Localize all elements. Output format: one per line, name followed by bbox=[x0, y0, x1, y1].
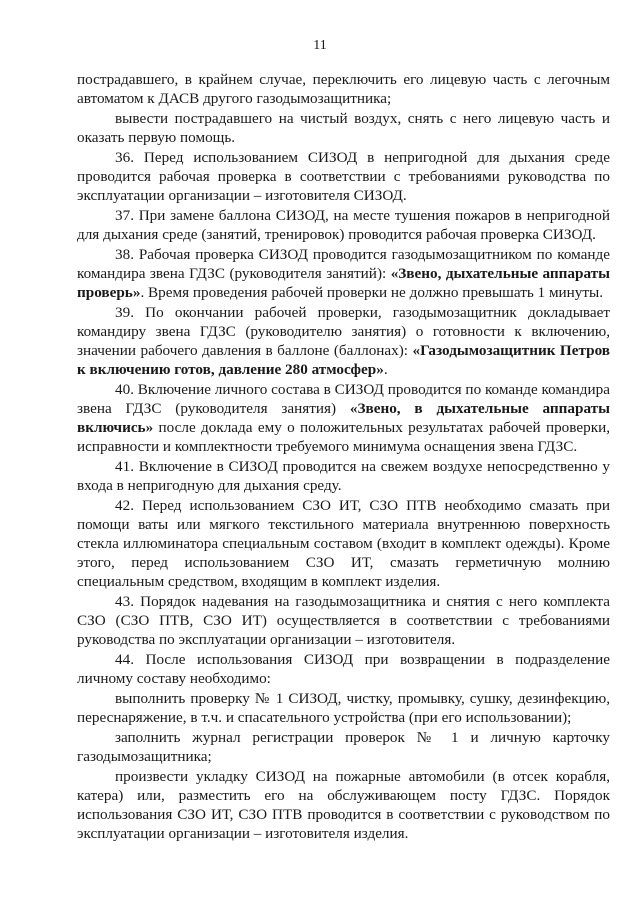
text-run: вывести пострадавшего на чистый воздух, снять с него лицевую часть и оказать первую помощь. bbox=[77, 110, 610, 146]
paragraph-41 bbox=[77, 457, 610, 495]
text-run: . bbox=[383, 361, 388, 378]
paragraph-39 bbox=[77, 303, 610, 379]
paragraph-44-item-1 bbox=[77, 689, 610, 727]
document-body bbox=[77, 70, 610, 844]
paragraph-44 bbox=[77, 650, 610, 688]
text-run: 44. После использования СИЗОД при возвращении в подразделение личному составу необходимо: bbox=[77, 651, 610, 687]
bold-command-text: «Звено, дыхательные аппараты проверь» bbox=[77, 265, 610, 301]
text-run: заполнить журнал регистрации проверок № 1 и личную карточку газодымозащитника; bbox=[77, 729, 610, 765]
page-number: 11 bbox=[313, 38, 327, 53]
paragraph-continuation bbox=[77, 70, 610, 108]
paragraph-42 bbox=[77, 496, 610, 591]
text-run: произвести укладку СИЗОД на пожарные автомобили (в отсек корабля, катера) или, разместить его на обслуживающем посту ГДЗС. Порядок использования СЗО ИТ, СЗО ПТВ проводится в соответствии с руководством по эксплуатации организации – изготовителя изделия. bbox=[77, 768, 610, 842]
text-run: 43. Порядок надевания на газодымозащитника и снятия с него комплекта СЗО (СЗО ПТВ, СЗО ИТ) осуществляется в соответствии с требованиями руководства по эксплуатации организации – изготовителя. bbox=[77, 593, 610, 648]
text-run: выполнить проверку № 1 СИЗОД, чистку, промывку, сушку, дезинфекцию, переснаряжение, в т.ч. и спасательного устройства (при его использовании); bbox=[77, 690, 610, 726]
bold-command-text: «Газодымозащитник Петров к включению готов, давление 280 атмосфер» bbox=[77, 342, 610, 378]
bold-command-text: «Звено, в дыхательные аппараты включись» bbox=[77, 400, 610, 436]
paragraph-37 bbox=[77, 206, 610, 244]
text-run: после доклада ему о положительных результатах рабочей проверки, исправности и комплектности требуемого минимума оснащения звена ГДЗС. bbox=[77, 419, 610, 455]
paragraph-43 bbox=[77, 592, 610, 649]
text-run: 39. По окончании рабочей проверки, газодымозащитник докладывает командиру звена ГДЗС (руководителю занятия) о готовности к включению, значении рабочего давления в баллоне (баллонах): bbox=[77, 304, 610, 359]
text-run: 36. Перед использованием СИЗОД в непригодной для дыхания среде проводится рабочая проверка в соответствии с требованиями руководства по эксплуатации организации – изготовителя СИЗОД. bbox=[77, 149, 610, 204]
paragraph-rescue-step bbox=[77, 109, 610, 147]
text-run: 41. Включение в СИЗОД проводится на свежем воздухе непосредственно у входа в непригодную для дыхания среду. bbox=[77, 458, 610, 494]
text-run: пострадавшего, в крайнем случае, переключить его лицевую часть с легочным автоматом к ДАСВ другого газодымозащитника; bbox=[77, 71, 610, 107]
text-run: 42. Перед использованием СЗО ИТ, СЗО ПТВ необходимо смазать при помощи ваты или мягкого текстильного материала внутреннюю поверхность стекла иллюминатора специальным составом (входит в комплект одежды). Кроме этого, перед использованием СЗО ИТ, смазать герметичную молнию специальным средством, входящим в комплект изделия. bbox=[77, 497, 610, 590]
text-run: 40. Включение личного состава в СИЗОД проводится по команде командира звена ГДЗС (руководителя занятия) bbox=[77, 381, 610, 417]
paragraph-44-item-3 bbox=[77, 767, 610, 843]
paragraph-40 bbox=[77, 380, 610, 456]
paragraph-38 bbox=[77, 245, 610, 302]
text-run: 37. При замене баллона СИЗОД, на месте тушения пожаров в непригодной для дыхания среде (занятий, тренировок) проводится рабочая проверка СИЗОД. bbox=[77, 207, 610, 243]
paragraph-44-item-2 bbox=[77, 728, 610, 766]
text-run: . Время проведения рабочей проверки не должно превышать 1 минуты. bbox=[140, 284, 604, 301]
text-run: 38. Рабочая проверка СИЗОД проводится газодымозащитником по команде командира звена ГДЗС (руководителя занятий): bbox=[77, 246, 610, 282]
paragraph-36 bbox=[77, 148, 610, 205]
